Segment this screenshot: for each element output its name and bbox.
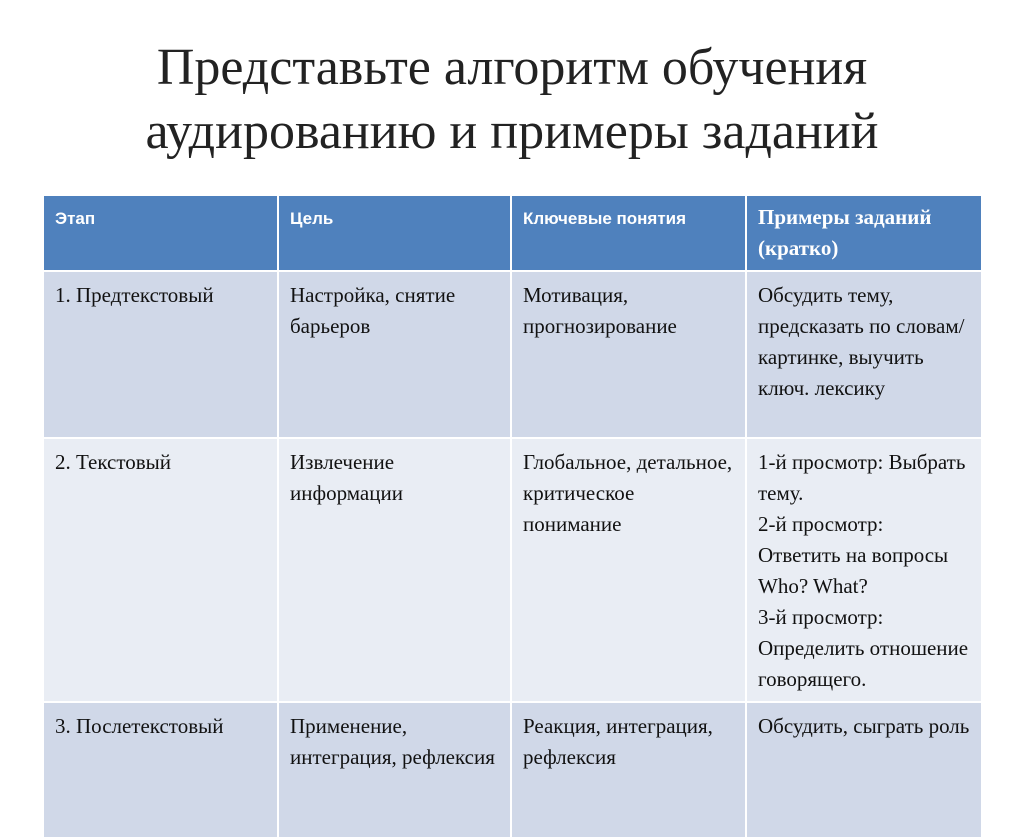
cell-concepts: Глобальное, детальное, критическое понимание xyxy=(511,438,746,702)
cell-concepts: Реакция, интеграция, рефлексия xyxy=(511,702,746,838)
task-list-item: 1-й просмотр: Выбрать тему. xyxy=(758,450,966,505)
cell-goal: Применение, интеграция, рефлексия xyxy=(278,702,511,838)
cell-concepts: Мотивация, прогнозирование xyxy=(511,271,746,438)
cell-stage: 2. Текстовый xyxy=(43,438,278,702)
header-task-examples: Примеры заданий (кратко) xyxy=(746,195,982,271)
slide-title-line-1: Представьте алгоритм обучения xyxy=(156,39,868,96)
table-header-row xyxy=(43,195,982,271)
cell-tasks-list xyxy=(746,438,982,702)
cell-tasks: Обсудить тему, предсказать по словам/картинке, выучить ключ. лексику xyxy=(746,271,982,438)
cell-stage: 3. Послетекстовый xyxy=(43,702,278,838)
table-row xyxy=(43,438,982,702)
cell-tasks: Обсудить, сыграть роль xyxy=(746,702,982,838)
slide-title xyxy=(0,36,1024,164)
cell-stage: 1. Предтекстовый xyxy=(43,271,278,438)
table-row xyxy=(43,271,982,438)
header-key-concepts: Ключевые понятия xyxy=(511,195,746,271)
cell-goal: Настройка, снятие барьеров xyxy=(278,271,511,438)
slide-title-line-2: аудированию и примеры заданий xyxy=(145,103,879,160)
cell-goal: Извлечение информации xyxy=(278,438,511,702)
table-row xyxy=(43,702,982,838)
task-list-item: 3-й просмотр: Определить отношение говорящего. xyxy=(758,605,969,691)
header-stage: Этап xyxy=(43,195,278,271)
task-list-item: 2-й просмотр: Ответить на вопросы Who? What? xyxy=(758,512,949,598)
header-goal: Цель xyxy=(278,195,511,271)
listening-algorithm-table xyxy=(42,194,983,839)
